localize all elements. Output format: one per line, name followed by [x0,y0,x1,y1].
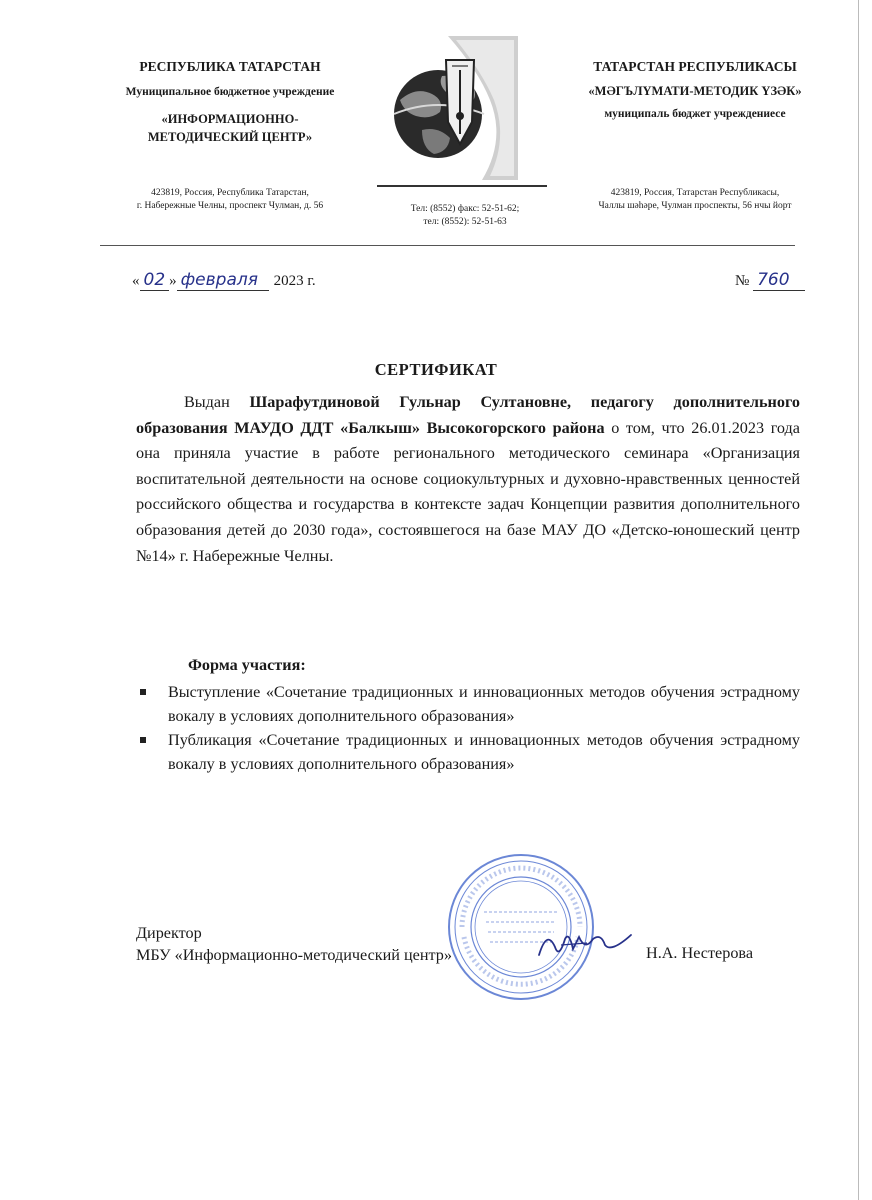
header-left-address [80,187,380,213]
header-left-org [80,110,380,146]
participation-title: Форма участия: [188,656,306,674]
contacts-line1: Тел: (8552) факс: 52-51-62; [410,204,520,214]
header-right-address-line2: Чаллы шәһәре, Чулман проспекты, 56 нчы йорт [598,201,792,211]
number-value: 760 [753,270,805,291]
certificate-text: о том, что 26.01.2023 года она приняла участие в работе регионального методического семинара «Организация воспитательной деятельности на основе социокультурных и духовно-нравственных ценностей российского общества и государства в контексте задач Концепции развития дополнительного образования детей до 2030 года», состоявшегося на базе МАУ ДО «Детско-юношеский центр №14» г. Набережные Челны. [136,418,800,565]
list-item: Выступление «Сочетание традиционных и инновационных методов обучения эстрадному вокалу в условиях дополнительного образования» [140,680,800,728]
header-left-address-line2: г. Набережные Челны, проспект Чулман, д. 56 [136,201,324,211]
certificate-recipient: Шарафутдиновой Гульнар Султановне, педагогу дополнительного образования МАУДО ДДТ «Балкыш» Высокогорского района [136,393,800,437]
header-left-institution-type: Муниципальное бюджетное учреждение [125,86,335,98]
header-right-address-line1: 423819, Россия, Татарстан Республикасы, [610,188,780,198]
bullet-icon [140,737,146,743]
certificate-body [136,390,800,569]
number-label: № [735,273,750,289]
certificate-title: СЕРТИФИКАТ [374,360,498,379]
signature-block [136,922,452,966]
participation-list [140,680,800,776]
header-left-address-line1: 423819, Россия, Республика Татарстан, [151,188,309,198]
document-number [735,270,805,291]
date-year: 2023 г. [273,273,316,289]
document-date [132,270,316,291]
logo-underline [377,185,547,187]
header-left [80,58,380,211]
header-right-institution-type: муниципаль бюджет учреждениесе [604,108,786,120]
signer-name: Н.А. Нестерова [646,944,754,962]
header-left-republic: РЕСПУБЛИКА ТАТАРСТАН [139,59,321,74]
date-quote-open: « [132,273,140,289]
header-left-org-line2: МЕТОДИЧЕСКИЙ ЦЕНТР» [147,130,313,144]
list-item: Публикация «Сочетание традиционных и инновационных методов обучения эстрадному вокалу в условиях дополнительного образования» [140,728,800,776]
header-right [556,58,834,211]
date-day: 02 [140,270,170,291]
certificate-issued: Выдан [184,393,230,411]
header-right-address [556,187,834,213]
contacts-line2: тел: (8552): 52-51-63 [423,217,507,227]
globe-pen-logo [386,30,526,180]
signer-org: МБУ «Информационно-методический центр» [136,946,452,964]
header-right-republic: ТАТАРСТАН РЕСПУБЛИКАСЫ [593,59,797,74]
header-left-org-line1: «ИНФОРМАЦИОННО- [161,112,299,126]
signature-icon [535,925,635,965]
header-right-org: «МӘГЪЛҮМАТИ-МЕТОДИК ҮЗӘК» [588,84,802,98]
bullet-icon [140,689,146,695]
scan-edge [858,0,859,1200]
header-divider [100,245,795,246]
signer-role: Директор [136,924,202,942]
contacts [380,203,550,229]
date-quote-close: » [169,273,177,289]
date-month: февраля [177,270,269,291]
